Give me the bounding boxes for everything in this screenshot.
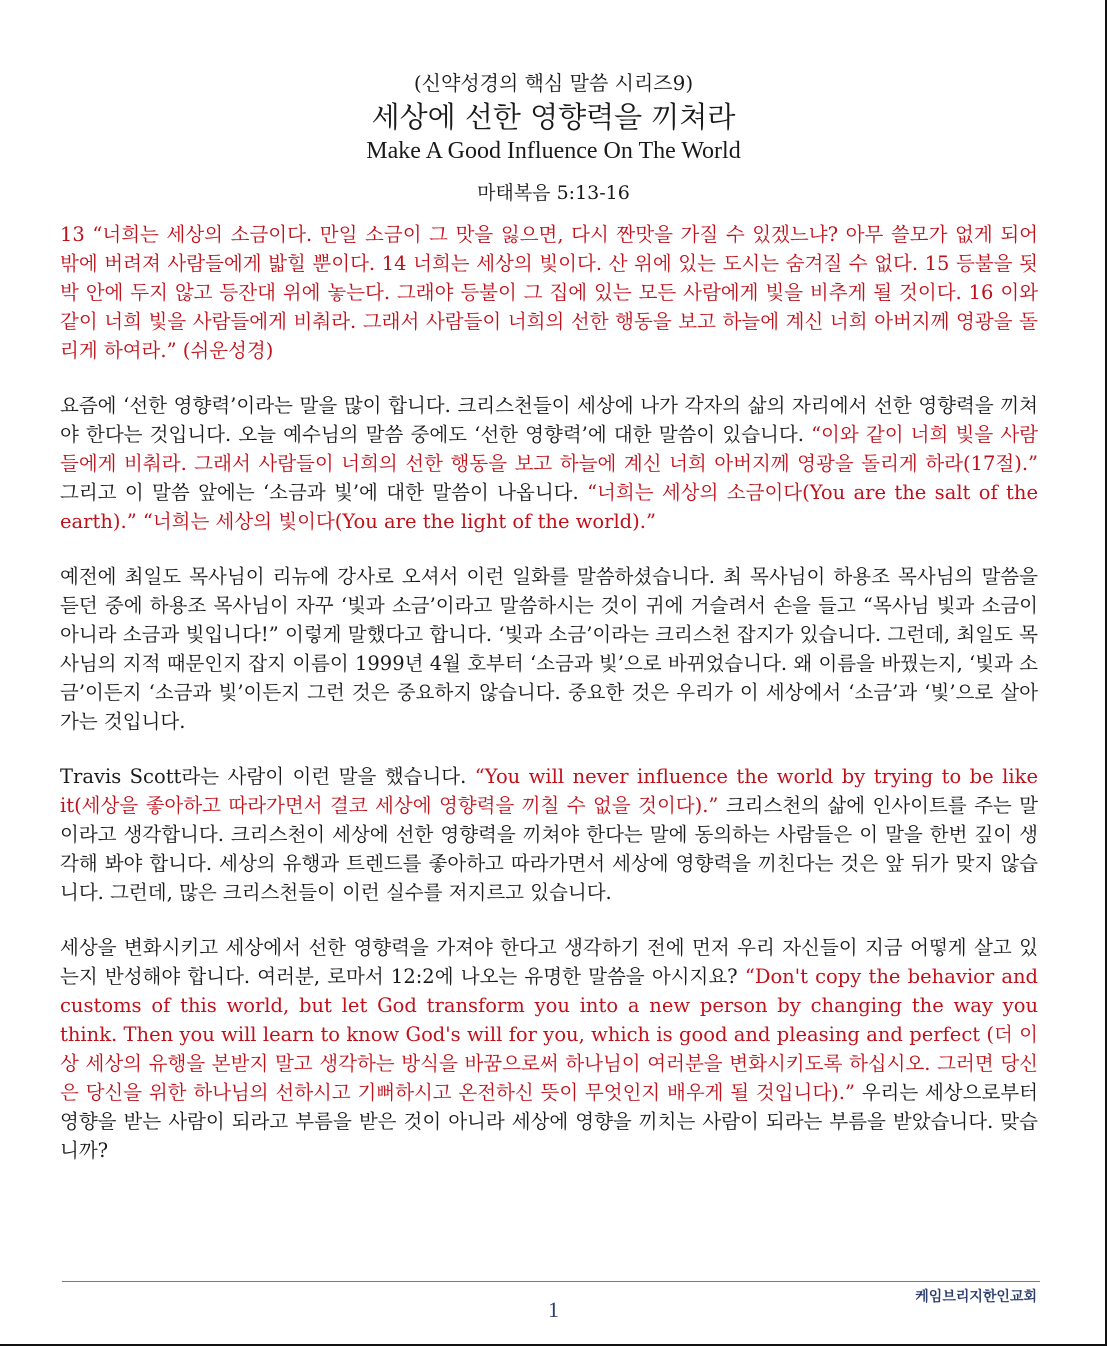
sermon-body xyxy=(60,220,1038,1191)
church-name: 케임브리지한인교회 xyxy=(915,1289,1037,1305)
scripture-text: 13 “너희는 세상의 소금이다. 만일 소금이 그 맛을 잃으면, 다시 짠맛을 가질 수 있겠느냐? 아무 쓸모가 없게 되어 밖에 버려져 사람들에게 밟힐 뿐이다. 14 너희는 세상의 빛이다. 산 위에 있는 도시는 숨겨질 수 없다. 15 등불을 됫박 안에 두지 않고 등잔대 위에 놓는다. 그래야 등불이 그 집에 있는 모든 사람에게 빛을 비추게 될 것이다. 16 이와 같이 너희 빛을 사람들에게 비춰라. 그래서 사람들이 너희의 선한 행동을 보고 하늘에 계신 너희 아버지께 영광을 돌리게 하여라.” (쉬운성경) xyxy=(60,223,1038,362)
paragraph-3-quote: “You will never influence the world by trying to be like it(세상을 좋아하고 따라가면서 결코 세상에 영향력을 끼칠 수 없을 것이다).” xyxy=(60,765,1038,817)
scripture-reference: 마태복음 5:13-16 xyxy=(477,182,630,204)
series-label: (신약성경의 핵심 말씀 시리즈9) xyxy=(413,71,694,95)
paragraph-1-quote-salt-light: “너희는 세상의 소금이다(You are the salt of the earth).” “너희는 세상의 빛이다(You are the light of the world).” xyxy=(60,481,1038,533)
paragraph-2: 예전에 최일도 목사님이 리뉴에 강사로 오셔서 이런 일화를 말씀하셨습니다. 최 목사님이 하용조 목사님의 말씀을 듣던 중에 하용조 목사님이 자꾸 ‘빛과 소금’이라고 말씀하시는 것이 귀에 거슬려서 손을 들고 “목사님 빛과 소금이 아니라 소금과 빛입니다!” 이렇게 말했다고 합니다. ‘빛과 소금’이라는 크리스천 잡지가 있습니다. 그런데, 최일도 목사님의 지적 때문인지 잡지 이름이 1999년 4월 호부터 ‘소금과 빛’으로 바뀌었습니다. 왜 이름을 바꿨는지, ‘빛과 소금’이든지 ‘소금과 빛’이든지 그런 것은 중요하지 않습니다. 중요한 것은 우리가 이 세상에서 ‘소금’과 ‘빛’으로 살아가는 것입니다. xyxy=(60,565,1038,733)
paragraph-1-text-a: 요즘에 ‘선한 영향력’이라는 말을 많이 합니다. 크리스천들이 세상에 나가 각자의 삶의 자리에서 선한 영향력을 끼쳐야 한다는 것입니다. 오늘 예수님의 말씀 중에도 ‘선한 영향력’에 대한 말씀이 있습니다. xyxy=(60,394,1038,446)
sermon-header xyxy=(0,70,1107,206)
paragraph-3-text-a: Travis Scott라는 사람이 이런 말을 했습니다. xyxy=(60,765,475,788)
paragraph-4 xyxy=(60,933,1038,1165)
sermon-subtitle: Make A Good Influence On The World xyxy=(366,138,741,164)
paragraph-1 xyxy=(60,391,1038,536)
paragraph-4-quote-romans: “Don't copy the behavior and customs of this world, but let God transform you into a new person by changing the way you think. Then you will learn to know God's will for you, which is good and pleasing and perfect (더 이상 세상의 유행을 본받지 말고 생각하는 방식을 바꿈으로써 하나님이 여러분을 변화시키도록 하십시오. 그러면 당신은 당신을 위한 하나님의 선하시고 기뻐하시고 온전하신 뜻이 무엇인지 배우게 될 것입니다).” xyxy=(60,965,1038,1104)
paragraph-4-text-a: 세상을 변화시키고 세상에서 선한 영향력을 가져야 한다고 생각하기 전에 먼저 우리 자신들이 지금 어떻게 살고 있는지 반성해야 합니다. 여러분, 로마서 12:2에 나오는 유명한 말씀을 아시지요? xyxy=(60,936,1038,988)
paragraph-3-text-c: 크리스천의 삶에 인사이트를 주는 말이라고 생각합니다. 크리스천이 세상에 선한 영향력을 끼쳐야 한다는 말에 동의하는 사람들은 이 말을 한번 깊이 생각해 봐야 합니다. 세상의 유행과 트렌드를 좋아하고 따라가면서 세상에 영향력을 끼친다는 것은 앞 뒤가 맞지 않습니다. 그런데, 많은 크리스천들이 이런 실수를 저지르고 있습니다. xyxy=(60,794,1038,904)
paragraph-3 xyxy=(60,762,1038,907)
footer-divider xyxy=(62,1281,1040,1282)
page-number: 1 xyxy=(548,1297,559,1322)
paragraph-4-text-c: 우리는 세상으로부터 영향을 받는 사람이 되라고 부름을 받은 것이 아니라 세상에 영향을 끼치는 사람이 되라는 부름을 받았습니다. 맞습니까? xyxy=(60,1081,1038,1162)
paragraph-1-quote-verse: “이와 같이 너희 빛을 사람들에게 비춰라. 그래서 사람들이 너희의 선한 행동을 보고 하늘에 계신 너희 아버지께 영광을 돌리게 하라(17절).” xyxy=(60,423,1039,475)
sermon-title: 세상에 선한 영향력을 끼쳐라 xyxy=(371,100,736,134)
paragraph-1-text-c: 그리고 이 말씀 앞에는 ‘소금과 빛’에 대한 말씀이 나옵니다. xyxy=(60,481,588,504)
